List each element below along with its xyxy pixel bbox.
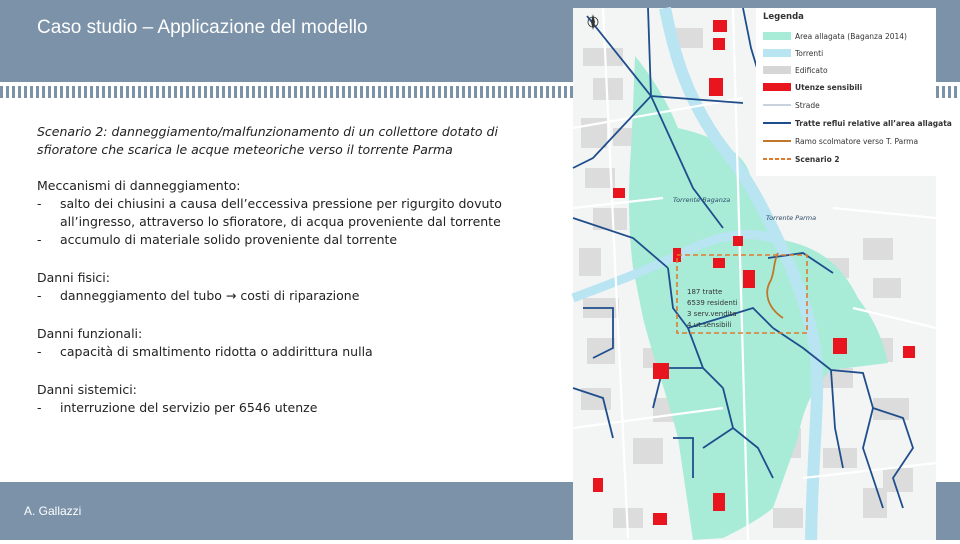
- legend: [756, 8, 952, 176]
- section-physical: [37, 269, 557, 305]
- legend-label: Torrenti: [795, 49, 824, 58]
- legend-label: Ramo scolmatore verso T. Parma: [795, 137, 919, 146]
- list-item: - interruzione del servizio per 6546 utenze: [37, 400, 318, 415]
- section-heading: Danni fisici:: [37, 270, 110, 285]
- annotation-line: 187 tratte: [687, 288, 723, 296]
- list-item: - salto dei chiusini a causa dell’eccessiva pressione per rigurgito dovuto all’ingresso, attraverso lo sfioratore, di acqua proveniente dal torrente: [37, 196, 502, 229]
- section-mechanisms: [37, 177, 557, 249]
- list-item: - accumulo di materiale solido proveniente dal torrente: [37, 232, 398, 247]
- label-torrente-baganza: Torrente Baganza: [673, 196, 731, 204]
- author-name: A. Gallazzi: [24, 504, 82, 518]
- list-item: - danneggiamento del tubo → costi di riparazione: [37, 288, 360, 303]
- map-svg: [573, 8, 952, 540]
- label-torrente-parma: Torrente Parma: [766, 214, 817, 222]
- legend-label: Utenze sensibili: [795, 83, 863, 92]
- slide-title: Caso studio – Applicazione del modello: [37, 17, 368, 38]
- section-systemic: [37, 381, 557, 417]
- legend-label: Edificato: [795, 66, 828, 75]
- legend-label: Area allagata (Baganza 2014): [795, 32, 907, 41]
- legend-title: Legenda: [763, 12, 804, 22]
- annotation-line: 6539 residenti: [687, 299, 738, 307]
- section-heading: Danni sistemici:: [37, 382, 137, 397]
- annotation-line: 3 serv.vendita: [687, 310, 737, 318]
- legend-label: Scenario 2: [795, 155, 840, 164]
- legend-swatch: [763, 66, 791, 74]
- legend-label: Strade: [795, 101, 820, 110]
- section-heading: Danni funzionali:: [37, 326, 143, 341]
- annotation-line: 4 ut.sensibili: [687, 321, 732, 329]
- slide-body: [37, 123, 557, 437]
- section-heading: Meccanismi di danneggiamento:: [37, 178, 241, 193]
- scenario-text: Scenario 2: danneggiamento/malfunzionamento di un collettore dotato di sfioratore che scarica le acque meteoriche verso il torrente Parma: [37, 124, 498, 157]
- legend-swatch: [763, 32, 791, 40]
- legend-label: Tratte reflui relative all’area allagata: [795, 119, 952, 128]
- section-functional: [37, 325, 557, 361]
- legend-swatch: [763, 49, 791, 57]
- map-panel: [573, 8, 952, 540]
- list-item: - capacità di smaltimento ridotta o addirittura nulla: [37, 344, 373, 359]
- legend-swatch: [763, 83, 791, 91]
